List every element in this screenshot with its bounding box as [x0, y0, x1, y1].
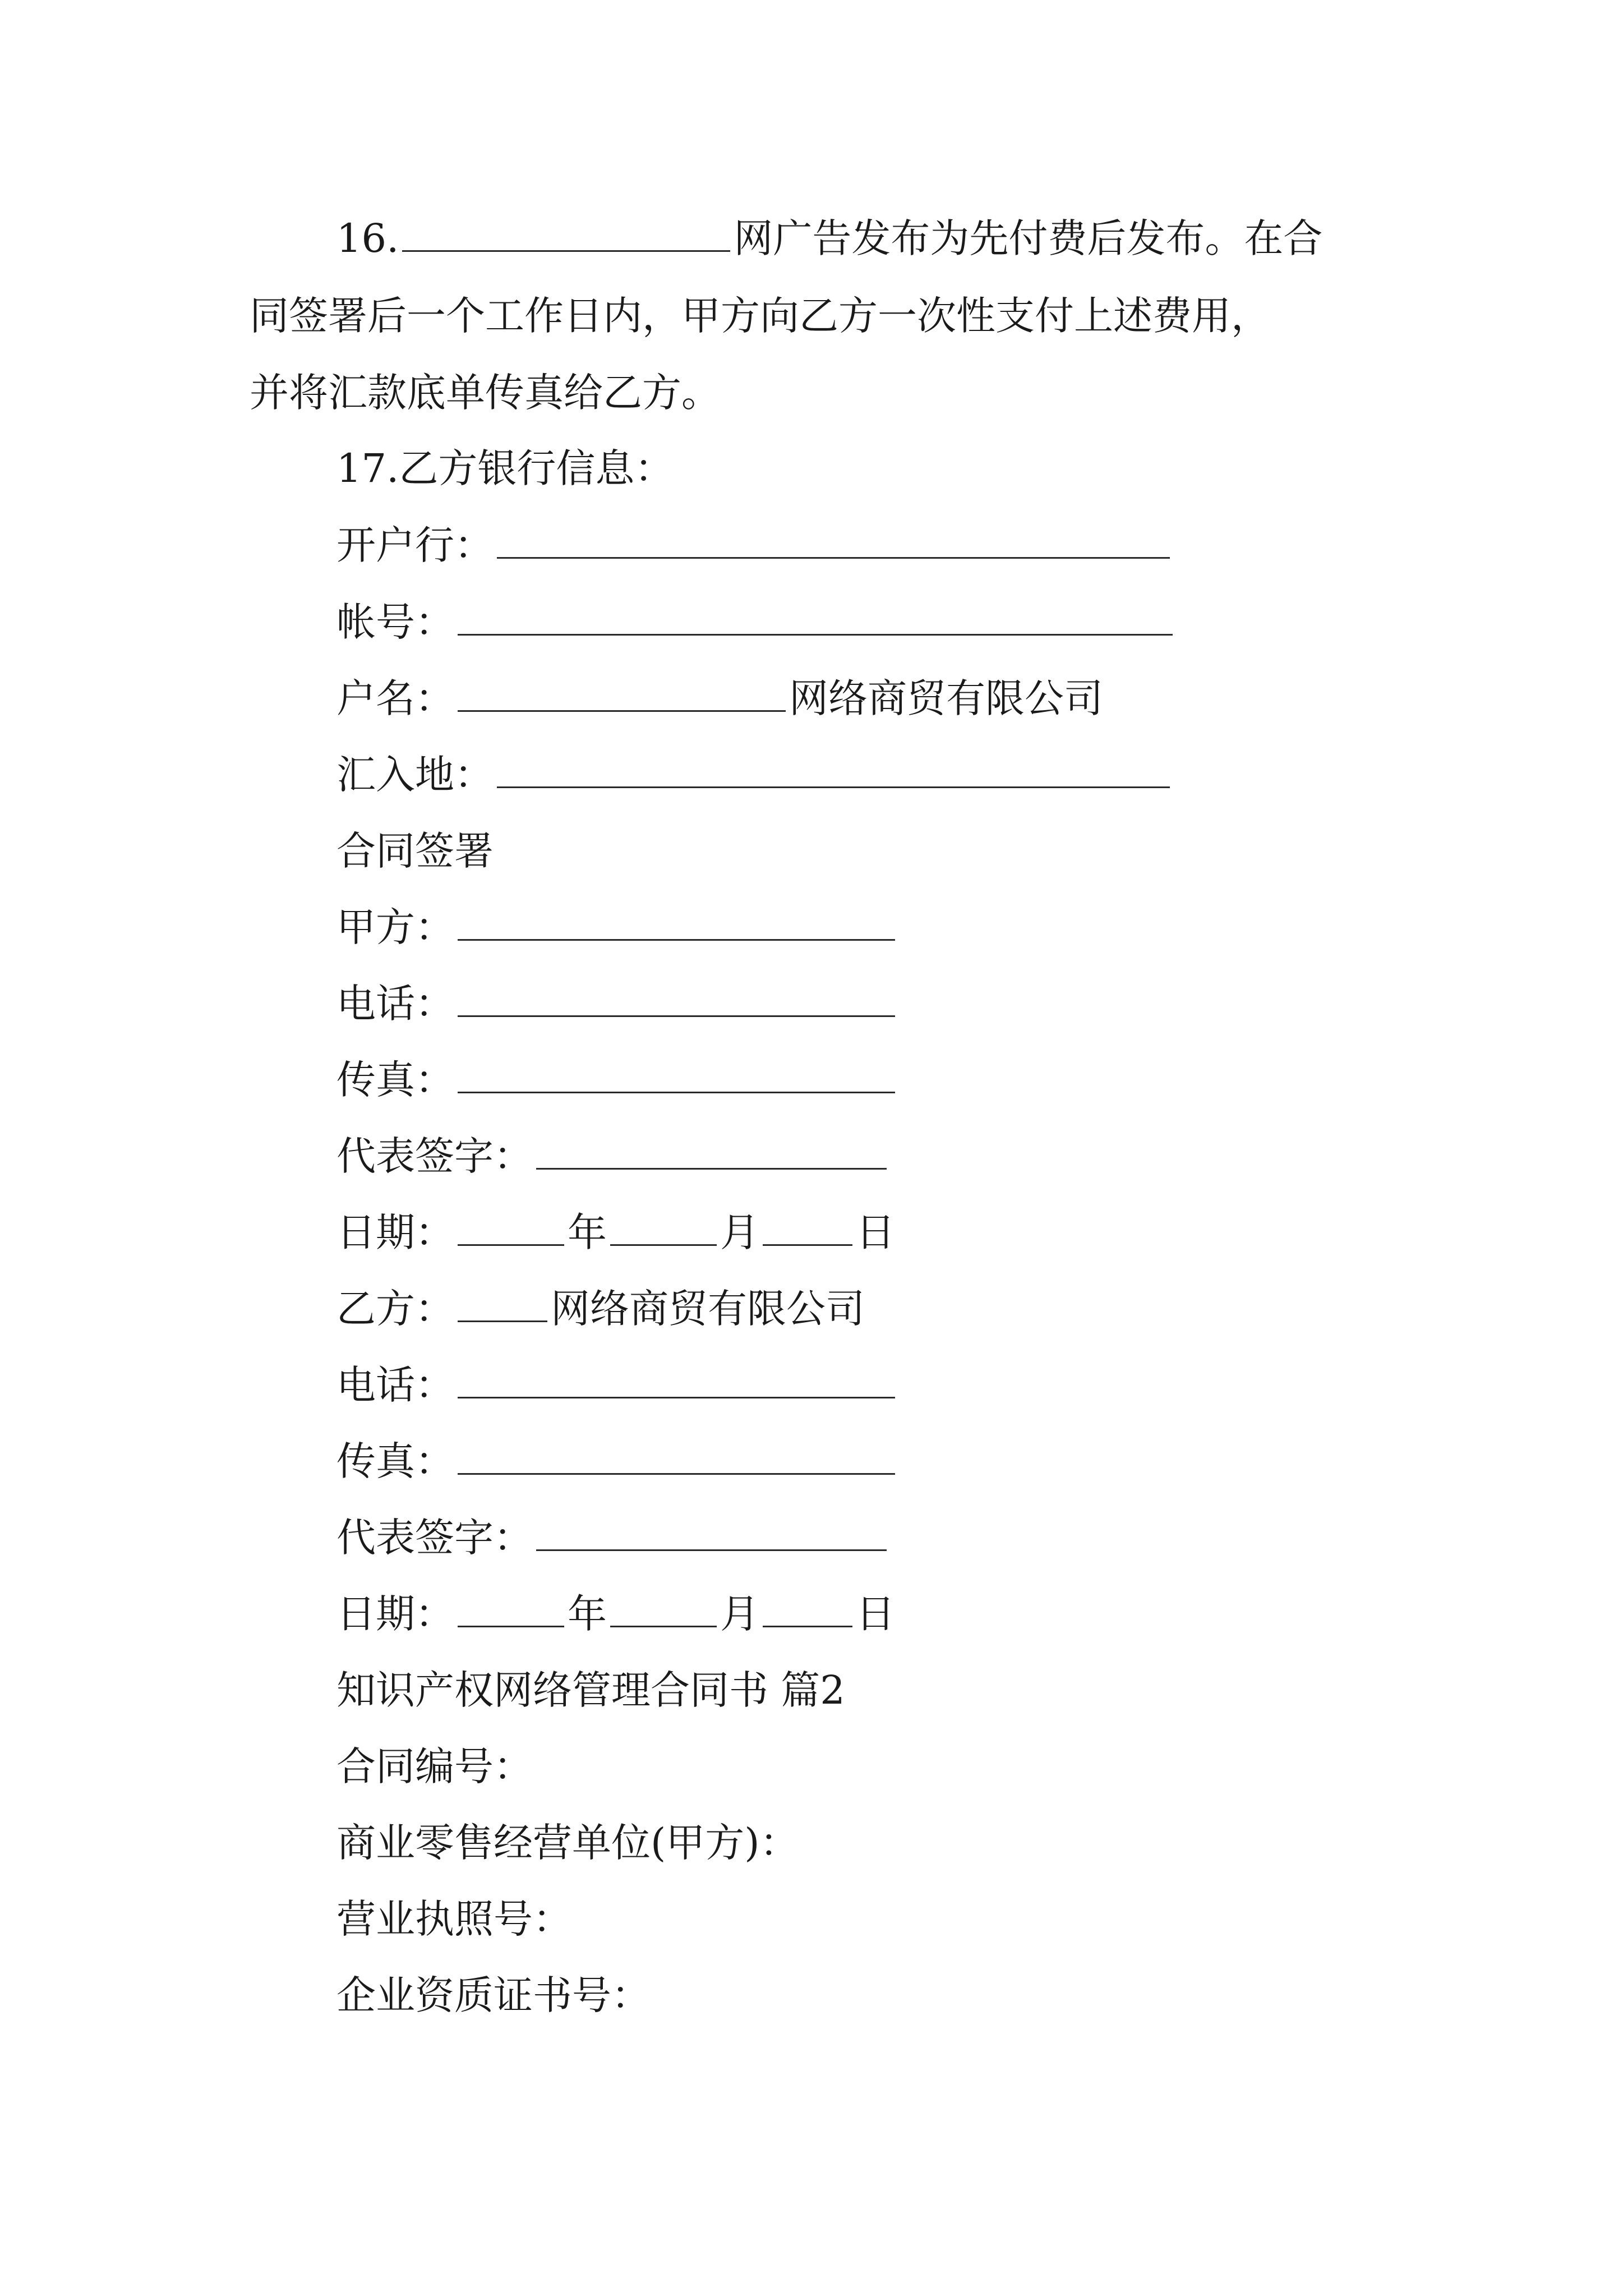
party-b-year-blank	[458, 1592, 564, 1627]
party-b-rep-row	[336, 1512, 890, 1563]
party-b-label: 乙方：	[336, 1286, 454, 1332]
party-a-date-label: 日期：	[336, 1209, 454, 1255]
party-a-fax-row	[336, 1055, 898, 1105]
clause-17-title: 17.乙方银行信息：	[336, 445, 674, 491]
clause-16-line-1-text: 网广告发布为先付费后发布。在合	[734, 215, 1323, 261]
remit-row	[336, 749, 1173, 800]
party-b-date-row	[336, 1589, 895, 1639]
clause-16-line-1	[336, 213, 1322, 264]
party-a-phone-row	[336, 978, 898, 1029]
party-b-phone-label: 电话：	[336, 1362, 454, 1408]
party-a-year-blank	[458, 1211, 564, 1246]
party-b-rep-blank	[536, 1516, 887, 1551]
section-2-title: 知识产权网络管理合同书 篇2	[336, 1667, 845, 1713]
party-b-year: 年	[568, 1591, 607, 1637]
party-b-day: 日	[856, 1591, 895, 1637]
account-blank	[458, 600, 1173, 636]
party-a-phone-blank	[458, 982, 895, 1017]
clause-16-line-3: 并将汇款底单传真给乙方。	[250, 370, 721, 416]
account-row	[336, 597, 1176, 647]
party-b-rep-label: 代表签字：	[336, 1515, 533, 1561]
contract-number-label: 合同编号：	[336, 1743, 533, 1789]
party-a-month: 月	[720, 1209, 759, 1255]
holder-label: 户名：	[336, 675, 454, 721]
clause-16-line-2: 同签署后一个工作日内，甲方向乙方一次性支付上述费用，	[250, 293, 1270, 339]
party-b-fax-blank	[458, 1439, 895, 1475]
party-a-day: 日	[856, 1209, 895, 1255]
holder-tail: 网络商贸有限公司	[789, 675, 1103, 721]
party-b-name-tail: 网络商贸有限公司	[551, 1286, 865, 1332]
party-a-rep-row	[336, 1131, 890, 1181]
party-b-day-blank	[763, 1592, 852, 1627]
party-a-month-blank	[610, 1211, 717, 1246]
holder-row	[336, 673, 1103, 724]
party-a-fax-label: 传真：	[336, 1057, 454, 1103]
party-a-rep-blank	[536, 1134, 887, 1170]
party-b-month: 月	[720, 1591, 759, 1637]
party-b-row	[336, 1283, 865, 1334]
party-a-fax-blank	[458, 1058, 895, 1093]
party-a-row	[336, 902, 898, 953]
party-b-month-blank	[610, 1592, 717, 1627]
party-b-fax-label: 传真：	[336, 1438, 454, 1484]
remit-label: 汇入地：	[336, 752, 494, 798]
party-b-date-label: 日期：	[336, 1591, 454, 1637]
party-b-blank	[458, 1287, 547, 1322]
bank-blank	[497, 523, 1170, 559]
party-a-retail-label: 商业零售经营单位(甲方)：	[336, 1820, 799, 1866]
bank-label: 开户行：	[336, 522, 494, 568]
party-a-label: 甲方：	[336, 904, 454, 950]
website-name-blank	[402, 217, 730, 252]
bank-row	[336, 520, 1173, 570]
party-a-phone-label: 电话：	[336, 981, 454, 1027]
party-a-date-row	[336, 1207, 895, 1258]
party-a-year: 年	[568, 1209, 607, 1255]
party-a-blank	[458, 905, 895, 941]
party-a-day-blank	[763, 1211, 852, 1246]
account-label: 帐号：	[336, 599, 454, 645]
business-license-label: 营业执照号：	[336, 1896, 572, 1942]
party-b-phone-row	[336, 1360, 898, 1410]
party-b-phone-blank	[458, 1363, 895, 1398]
clause-16-number: 16.	[336, 215, 399, 261]
signing-heading: 合同签署	[336, 828, 494, 874]
party-a-rep-label: 代表签字：	[336, 1133, 533, 1179]
party-b-fax-row	[336, 1436, 898, 1487]
remit-blank	[497, 753, 1170, 788]
holder-blank	[458, 677, 786, 712]
qualification-cert-label: 企业资质证书号：	[336, 1972, 651, 2018]
